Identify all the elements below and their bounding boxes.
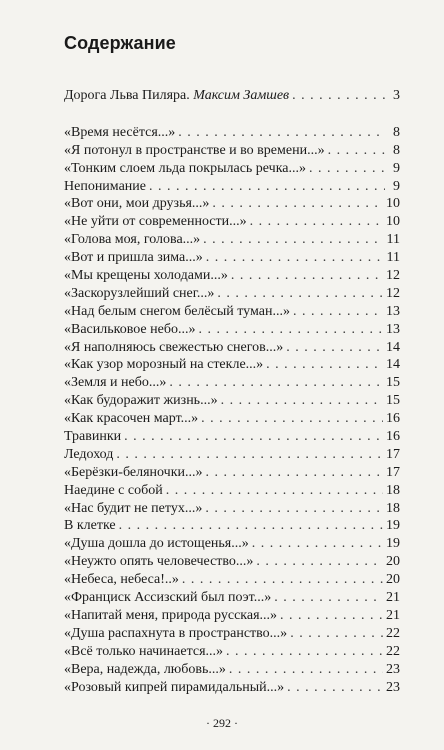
toc-entry [64, 553, 400, 571]
toc-entry-title: «Душа распахнута в пространство...» [64, 625, 288, 641]
toc-entry-title: «Как узор морозный на стекле...» [64, 357, 264, 373]
dot-leader [287, 679, 383, 697]
toc-entry-title: «Всё только начинается...» [64, 643, 224, 659]
toc-entry [64, 679, 400, 697]
toc-entry-title: «Я потонул в пространстве и во времени...» [64, 142, 325, 158]
toc-entry [64, 303, 400, 321]
toc-entry [64, 285, 400, 303]
toc-entry-title: «Над белым снегом белёсый туман...» [64, 303, 290, 319]
toc-entry-page: 16 [386, 411, 400, 427]
dot-leader [252, 535, 383, 553]
toc-entry-page: 21 [386, 607, 400, 623]
dot-leader [198, 321, 383, 339]
table-of-contents [64, 87, 400, 696]
toc-entry-title: Наедине с собой [64, 482, 163, 498]
toc-entry [64, 464, 400, 482]
toc-entry-title: «Душа дошла до истощенья...» [64, 536, 249, 552]
dot-leader [119, 517, 383, 535]
toc-entry [64, 178, 400, 196]
toc-entry [64, 267, 400, 285]
page-number: · 292 · [206, 716, 238, 730]
toc-entry-title: «Заскорузлейший снег...» [64, 285, 215, 301]
toc-entry [64, 482, 400, 500]
toc-entry-page: 17 [386, 446, 400, 462]
toc-entry-page: 21 [386, 590, 400, 606]
toc-entry-title: «Тонким слоем льда покрылась речка...» [64, 160, 307, 176]
toc-entry-page: 11 [386, 232, 400, 248]
toc-entry [64, 428, 400, 446]
dot-leader [274, 589, 383, 607]
dot-leader [250, 213, 383, 231]
toc-entry-page: 18 [386, 482, 400, 498]
toc-entry-page: 11 [386, 250, 400, 266]
dot-leader [212, 195, 383, 213]
dot-leader [206, 464, 384, 482]
dot-leader [124, 428, 383, 446]
toc-entry-title: Травинки [64, 429, 122, 445]
toc-entry [64, 374, 400, 392]
toc-entry-page: 22 [386, 643, 400, 659]
toc-entry-page: 10 [386, 196, 400, 212]
toc-entry [64, 607, 400, 625]
toc-entry [64, 392, 400, 410]
toc-entry-page: 17 [386, 464, 400, 480]
toc-entry-title: «Как будоражит жизнь...» [64, 393, 218, 409]
toc-entry-title: «Небеса, небеса!..» [64, 572, 179, 588]
toc-entry [64, 517, 400, 535]
toc-entry-title: «Нас будит не петух...» [64, 500, 203, 516]
toc-entry-page: 23 [386, 661, 400, 677]
toc-entry-page: 3 [393, 88, 400, 103]
toc-entry-title: В клетке [64, 518, 116, 534]
toc-entry [64, 625, 400, 643]
dot-leader [309, 160, 385, 178]
toc-entry-title: «Я наполняюсь свежестью снегов...» [64, 339, 284, 355]
toc-entry [64, 356, 400, 374]
toc-entry-page: 9 [393, 178, 400, 194]
toc-intro-entry [64, 87, 400, 105]
toc-entry-title: «Земля и небо...» [64, 375, 167, 391]
toc-entry [64, 142, 400, 160]
dot-leader [205, 500, 383, 518]
dot-leader [229, 661, 383, 679]
intro-author: Максим Замшев [193, 88, 290, 103]
toc-entry [64, 160, 400, 178]
toc-entry [64, 446, 400, 464]
toc-entry-page: 20 [386, 572, 400, 588]
toc-entry [64, 571, 400, 589]
toc-entries [64, 124, 400, 697]
toc-entry-title: «Берёзки-беляночки...» [64, 464, 203, 480]
toc-entry-page: 10 [386, 214, 400, 230]
toc-entry [64, 500, 400, 518]
toc-entry-page: 23 [386, 679, 400, 695]
toc-entry-page: 14 [386, 339, 400, 355]
dot-leader [206, 249, 384, 267]
dot-leader [201, 410, 383, 428]
dot-leader [226, 643, 383, 661]
toc-entry-page: 13 [386, 321, 400, 337]
toc-entry [64, 339, 400, 357]
toc-entry [64, 661, 400, 679]
toc-entry-title: «Как красочен март...» [64, 411, 199, 427]
toc-entry-title: «Франциск Ассизский был поэт...» [64, 590, 272, 606]
toc-entry-title: «Васильковое небо...» [64, 321, 196, 337]
toc-entry-page: 16 [386, 429, 400, 445]
dot-leader [217, 285, 383, 303]
toc-entry [64, 231, 400, 249]
toc-entry [64, 410, 400, 428]
page-title: Содержание [64, 33, 176, 53]
section-gap [64, 105, 400, 124]
toc-entry-page: 19 [386, 536, 400, 552]
dot-leader [292, 87, 385, 105]
toc-entry-title: «Вера, надежда, любовь...» [64, 661, 226, 677]
dot-leader [203, 231, 383, 249]
dot-leader [290, 625, 383, 643]
dot-leader [116, 446, 383, 464]
toc-entry-page: 8 [393, 124, 400, 140]
toc-entry-page: 9 [393, 160, 400, 176]
toc-entry [64, 535, 400, 553]
dot-leader [169, 374, 383, 392]
dot-leader [293, 303, 383, 321]
toc-entry-title: «Не уйти от современности...» [64, 214, 247, 230]
toc-entry-page: 19 [386, 518, 400, 534]
toc-entry-page: 8 [393, 142, 400, 158]
dot-leader [178, 124, 385, 142]
dot-leader [149, 178, 385, 196]
dot-leader [231, 267, 383, 285]
dot-leader [182, 571, 383, 589]
toc-entry-title: «Напитай меня, природа русская...» [64, 607, 278, 623]
toc-entry [64, 249, 400, 267]
toc-entry-title [64, 87, 289, 105]
toc-entry-page: 15 [386, 393, 400, 409]
dot-leader [256, 553, 383, 571]
toc-entry-title: «Вот и пришла зима...» [64, 250, 203, 266]
toc-entry-page: 12 [386, 268, 400, 284]
toc-entry [64, 589, 400, 607]
dot-leader [286, 339, 383, 357]
toc-entry [64, 195, 400, 213]
toc-entry-title: «Вот они, мои друзья...» [64, 196, 210, 212]
toc-entry-page: 18 [386, 500, 400, 516]
intro-title: Дорога Льва Пиляра. [64, 88, 190, 103]
toc-entry-title: «Мы крещены холодами...» [64, 268, 228, 284]
toc-entry-title: «Время несётся...» [64, 124, 176, 140]
toc-entry-page: 13 [386, 303, 400, 319]
dot-leader [280, 607, 383, 625]
toc-entry-title: Непонимание [64, 178, 146, 194]
toc-entry-page: 22 [386, 625, 400, 641]
toc-entry-page: 12 [386, 285, 400, 301]
toc-entry [64, 321, 400, 339]
toc-entry-page: 15 [386, 375, 400, 391]
dot-leader [328, 142, 385, 160]
toc-entry-page: 14 [386, 357, 400, 373]
dot-leader [166, 482, 383, 500]
toc-entry-title: Ледоход [64, 446, 114, 462]
toc-entry-title: «Розовый кипрей пирамидальный...» [64, 679, 285, 695]
toc-entry [64, 124, 400, 142]
dot-leader [221, 392, 383, 410]
dot-leader [266, 356, 383, 374]
toc-entry-title: «Неужто опять человечество...» [64, 554, 254, 570]
toc-entry [64, 643, 400, 661]
toc-entry-page: 20 [386, 554, 400, 570]
toc-entry-title: «Голова моя, голова...» [64, 232, 201, 248]
toc-entry [64, 213, 400, 231]
